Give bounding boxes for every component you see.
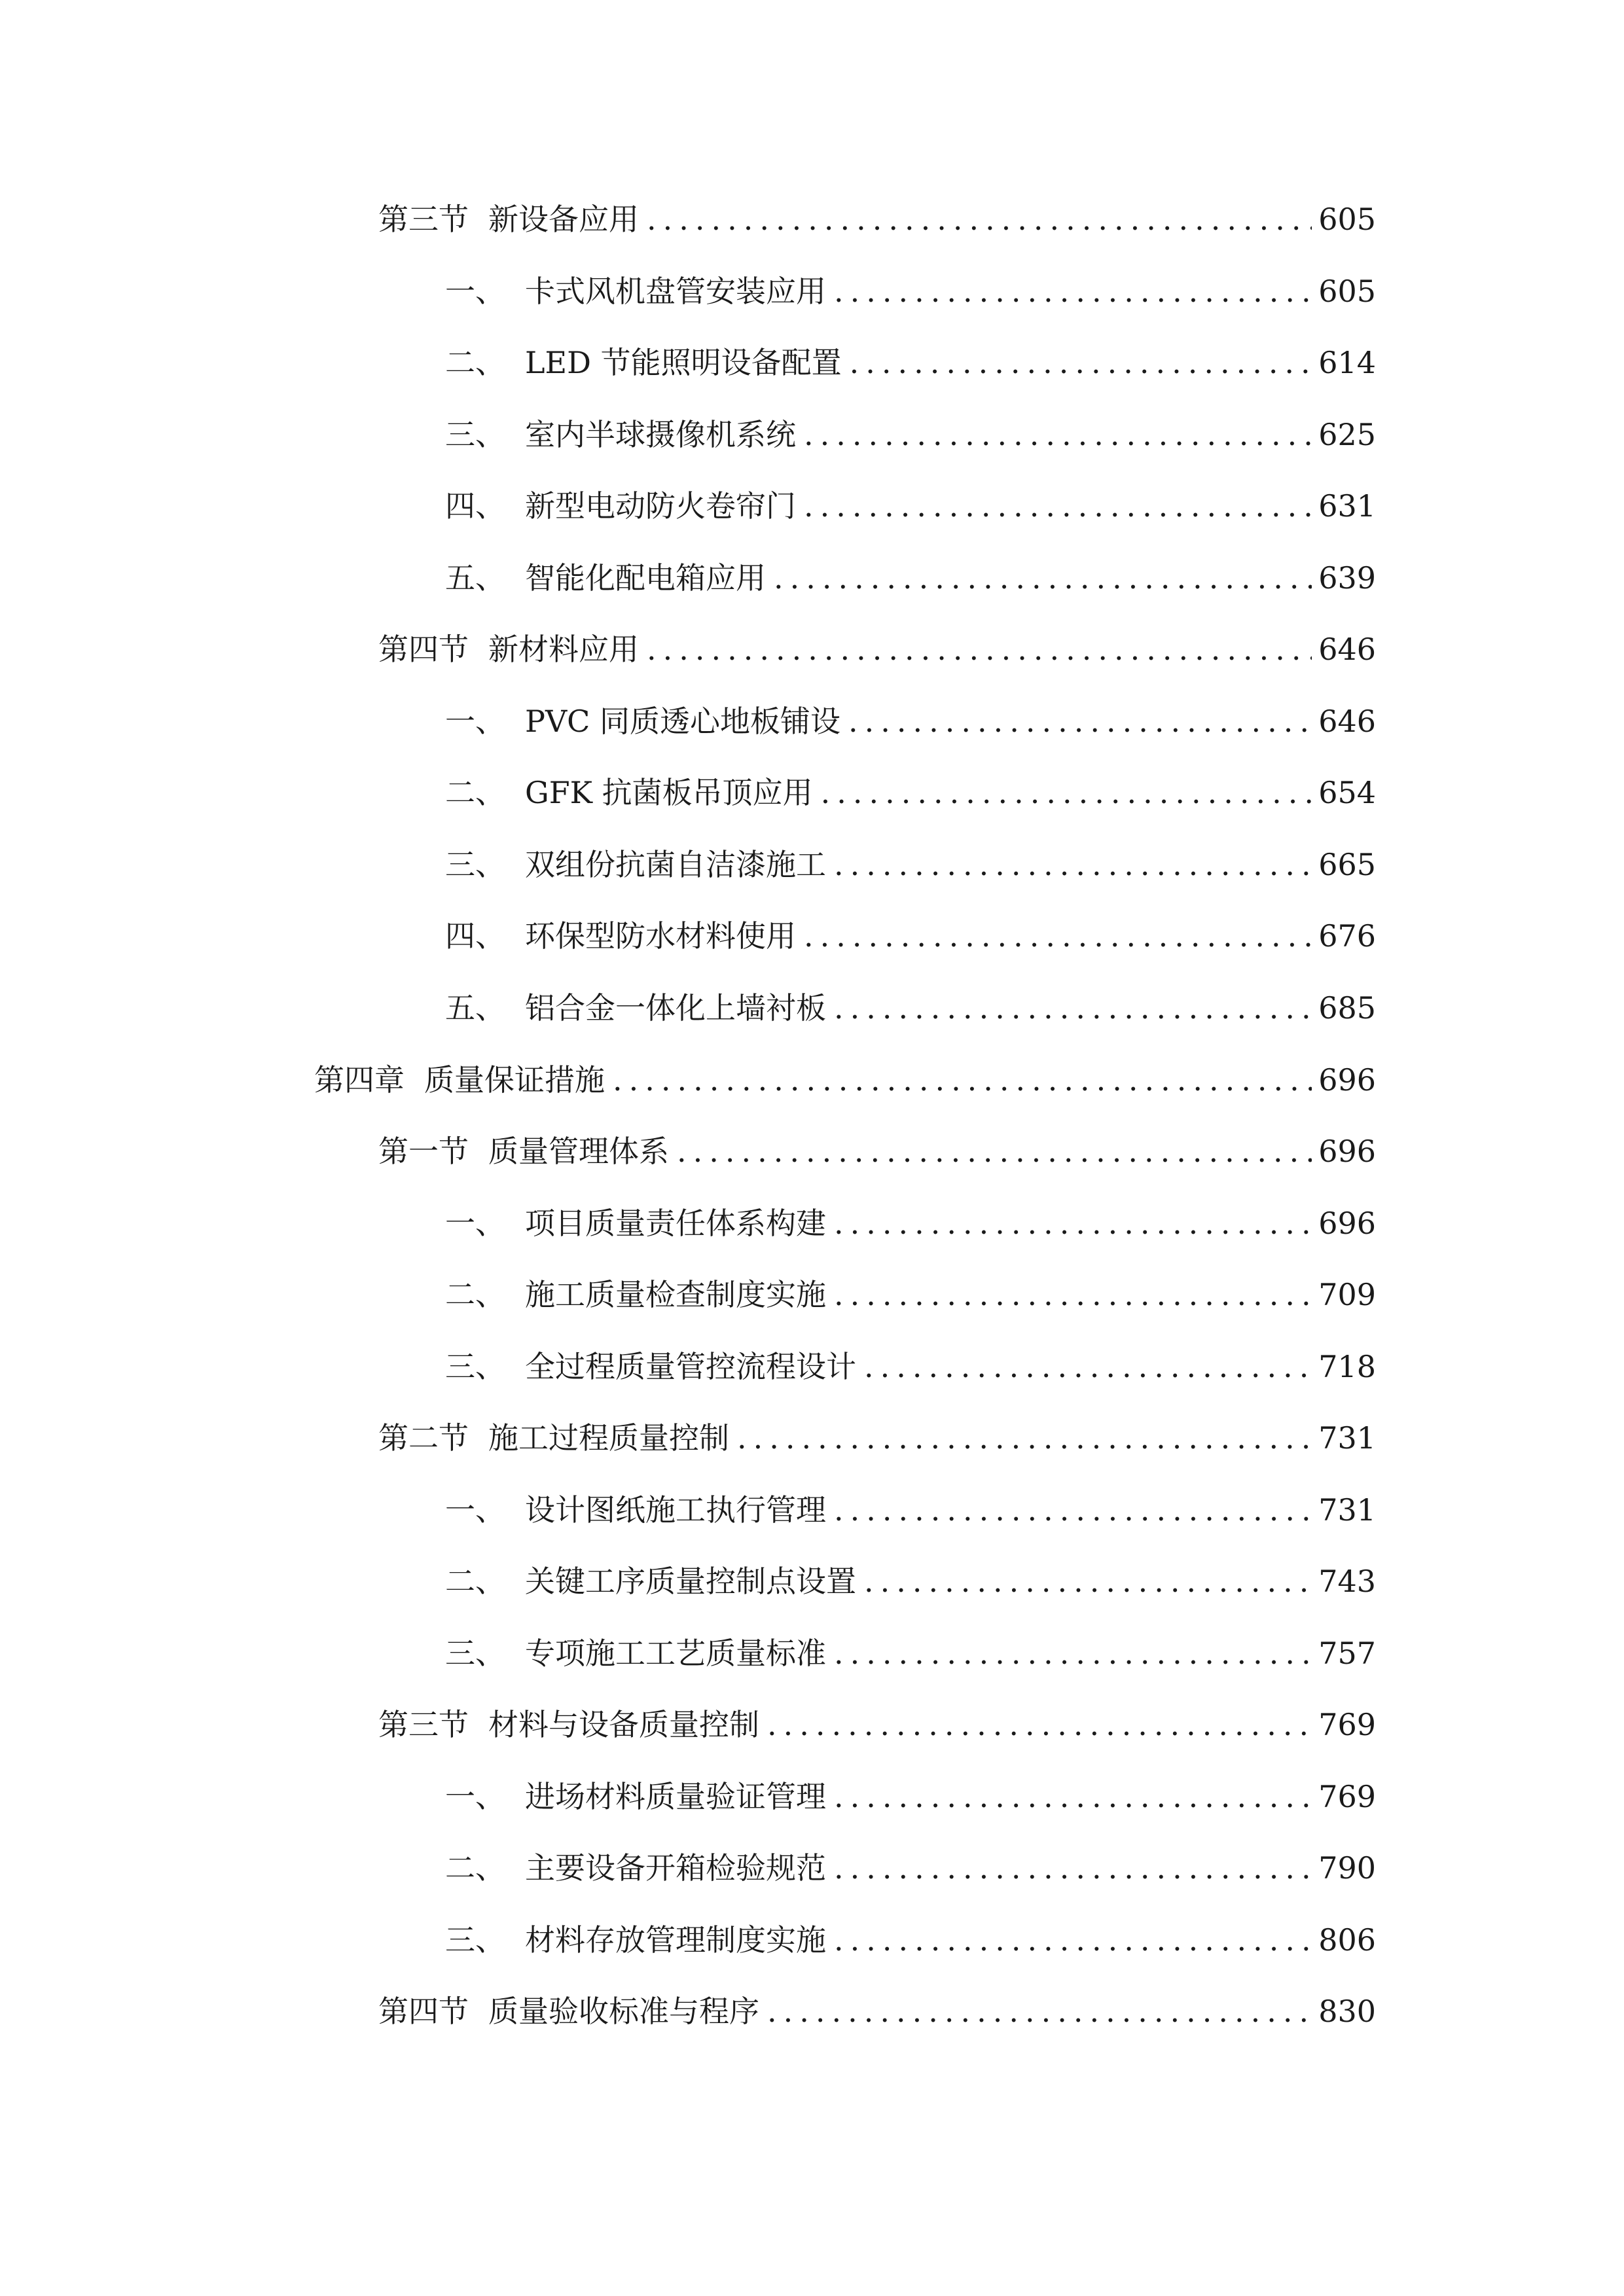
entry-label: 设计图纸施工执行管理 <box>525 1492 826 1528</box>
page-number: 718 <box>1318 1349 1376 1384</box>
page-number: 806 <box>1318 1922 1376 1958</box>
entry-number: 三、 <box>445 847 505 882</box>
toc-entry[interactable] <box>445 838 1376 891</box>
toc-entry[interactable] <box>445 982 1376 1034</box>
dot-leader <box>647 193 1312 245</box>
page-number: 646 <box>1318 632 1376 667</box>
dot-leader <box>767 1985 1312 2037</box>
entry-number: 四、 <box>445 488 505 524</box>
entry-number: 二、 <box>445 775 505 810</box>
page-number: 654 <box>1318 775 1376 810</box>
entry-label: 双组份抗菌自洁漆施工 <box>525 847 826 882</box>
toc-entry[interactable] <box>445 552 1376 604</box>
page-number: 631 <box>1318 488 1376 524</box>
dot-leader <box>834 1268 1312 1321</box>
toc-entry[interactable] <box>445 1914 1376 1966</box>
entry-label: 施工质量检查制度实施 <box>525 1277 826 1312</box>
page-number: 685 <box>1318 990 1376 1026</box>
page-number: 696 <box>1318 1206 1376 1241</box>
entry-label: 主要设备开箱检验规范 <box>525 1850 826 1886</box>
entry-number: 二、 <box>445 1564 505 1599</box>
entry-number: 三、 <box>445 417 505 452</box>
page-number: 830 <box>1318 1994 1376 2029</box>
entry-label: 质量保证措施 <box>424 1062 605 1098</box>
dot-leader <box>834 1842 1312 1894</box>
toc-entry[interactable] <box>445 910 1376 962</box>
entry-number: 二、 <box>445 1277 505 1312</box>
dot-leader <box>804 480 1312 532</box>
toc-entry[interactable] <box>445 265 1376 317</box>
toc-entry[interactable] <box>378 1698 1376 1751</box>
dot-leader <box>737 1412 1312 1464</box>
entry-label: 质量管理体系 <box>488 1134 669 1169</box>
toc-entry[interactable] <box>445 1268 1376 1321</box>
entry-number: 第四节 <box>378 632 469 667</box>
dot-leader <box>864 1340 1312 1393</box>
dot-leader <box>834 1914 1312 1966</box>
page-number: 709 <box>1318 1277 1376 1312</box>
entry-label: 卡式风机盘管安装应用 <box>525 274 826 309</box>
dot-leader <box>804 408 1312 461</box>
entry-label: GFK 抗菌板吊顶应用 <box>525 775 813 810</box>
toc-entry[interactable] <box>378 1985 1376 2037</box>
dot-leader <box>848 695 1312 747</box>
dot-leader <box>647 623 1312 675</box>
entry-number: 三、 <box>445 1349 505 1384</box>
entry-number: 五、 <box>445 990 505 1026</box>
page-number: 731 <box>1318 1492 1376 1528</box>
page-number: 605 <box>1318 202 1376 237</box>
dot-leader <box>804 910 1312 962</box>
dot-leader <box>821 766 1312 819</box>
toc-entry[interactable] <box>445 766 1376 819</box>
toc-entry[interactable] <box>445 408 1376 461</box>
entry-label: 新型电动防火卷帘门 <box>525 488 796 524</box>
entry-number: 一、 <box>445 1492 505 1528</box>
entry-label: 施工过程质量控制 <box>488 1420 729 1456</box>
entry-label: 关键工序质量控制点设置 <box>525 1564 856 1599</box>
page-number: 614 <box>1318 345 1376 380</box>
dot-leader <box>834 1484 1312 1536</box>
page-number: 731 <box>1318 1420 1376 1456</box>
toc-entry[interactable] <box>445 1842 1376 1894</box>
page-number: 769 <box>1318 1707 1376 1742</box>
toc-entry[interactable] <box>445 1340 1376 1393</box>
entry-number: 四、 <box>445 918 505 954</box>
toc-entry[interactable] <box>445 1484 1376 1536</box>
entry-number: 第三节 <box>378 1707 469 1742</box>
entry-label: 专项施工工艺质量标准 <box>525 1636 826 1671</box>
toc-entry[interactable] <box>378 623 1376 675</box>
entry-number: 第一节 <box>378 1134 469 1169</box>
entry-number: 第四章 <box>314 1062 405 1098</box>
page-number: 605 <box>1318 274 1376 309</box>
dot-leader <box>834 1627 1312 1679</box>
toc-entry[interactable] <box>445 1770 1376 1823</box>
entry-label: 铝合金一体化上墙衬板 <box>525 990 826 1026</box>
toc-entry[interactable] <box>445 336 1376 389</box>
entry-label: 新材料应用 <box>488 632 639 667</box>
entry-label: 材料与设备质量控制 <box>488 1707 759 1742</box>
toc-entry[interactable] <box>445 1197 1376 1249</box>
dot-leader <box>834 982 1312 1034</box>
toc-entry[interactable] <box>378 193 1376 245</box>
entry-number: 一、 <box>445 1779 505 1814</box>
entry-label: PVC 同质透心地板铺设 <box>525 704 840 739</box>
entry-label: 室内半球摄像机系统 <box>525 417 796 452</box>
entry-number: 第二节 <box>378 1420 469 1456</box>
entry-number: 一、 <box>445 1206 505 1241</box>
page-number: 676 <box>1318 918 1376 954</box>
dot-leader <box>850 336 1312 389</box>
page-number: 743 <box>1318 1564 1376 1599</box>
entry-number: 二、 <box>445 345 505 380</box>
page-number: 625 <box>1318 417 1376 452</box>
dot-leader <box>834 1197 1312 1249</box>
page-number: 696 <box>1318 1062 1376 1098</box>
entry-number: 一、 <box>445 704 505 739</box>
entry-label: 项目质量责任体系构建 <box>525 1206 826 1241</box>
entry-label: 进场材料质量验证管理 <box>525 1779 826 1814</box>
dot-leader <box>864 1555 1312 1607</box>
page-number: 757 <box>1318 1636 1376 1671</box>
entry-label: 智能化配电箱应用 <box>525 560 766 596</box>
toc-entry[interactable] <box>445 480 1376 532</box>
page-number: 696 <box>1318 1134 1376 1169</box>
dot-leader <box>834 265 1312 317</box>
entry-label: 材料存放管理制度实施 <box>525 1922 826 1958</box>
page-number: 790 <box>1318 1850 1376 1886</box>
toc-entry[interactable] <box>378 1412 1376 1464</box>
entry-number: 第三节 <box>378 202 469 237</box>
page-number: 769 <box>1318 1779 1376 1814</box>
dot-leader <box>834 838 1312 891</box>
entry-number: 三、 <box>445 1922 505 1958</box>
page-number: 639 <box>1318 560 1376 596</box>
entry-number: 三、 <box>445 1636 505 1671</box>
entry-label: 质量验收标准与程序 <box>488 1994 759 2029</box>
entry-number: 一、 <box>445 274 505 309</box>
entry-label: 全过程质量管控流程设计 <box>525 1349 856 1384</box>
entry-label: 环保型防水材料使用 <box>525 918 796 954</box>
dot-leader <box>767 1698 1312 1751</box>
entry-number: 五、 <box>445 560 505 596</box>
toc-entry[interactable] <box>445 695 1376 747</box>
entry-label: 新设备应用 <box>488 202 639 237</box>
toc-entry[interactable] <box>314 1054 1376 1106</box>
dot-leader <box>677 1125 1312 1177</box>
entry-label: LED 节能照明设备配置 <box>525 345 842 380</box>
toc-entry[interactable] <box>445 1627 1376 1679</box>
entry-number: 二、 <box>445 1850 505 1886</box>
dot-leader <box>834 1770 1312 1823</box>
dot-leader <box>774 552 1312 604</box>
toc-entry[interactable] <box>445 1555 1376 1607</box>
dot-leader <box>613 1054 1312 1106</box>
entry-number: 第四节 <box>378 1994 469 2029</box>
toc-entry[interactable] <box>378 1125 1376 1177</box>
page-number: 665 <box>1318 847 1376 882</box>
page-number: 646 <box>1318 704 1376 739</box>
